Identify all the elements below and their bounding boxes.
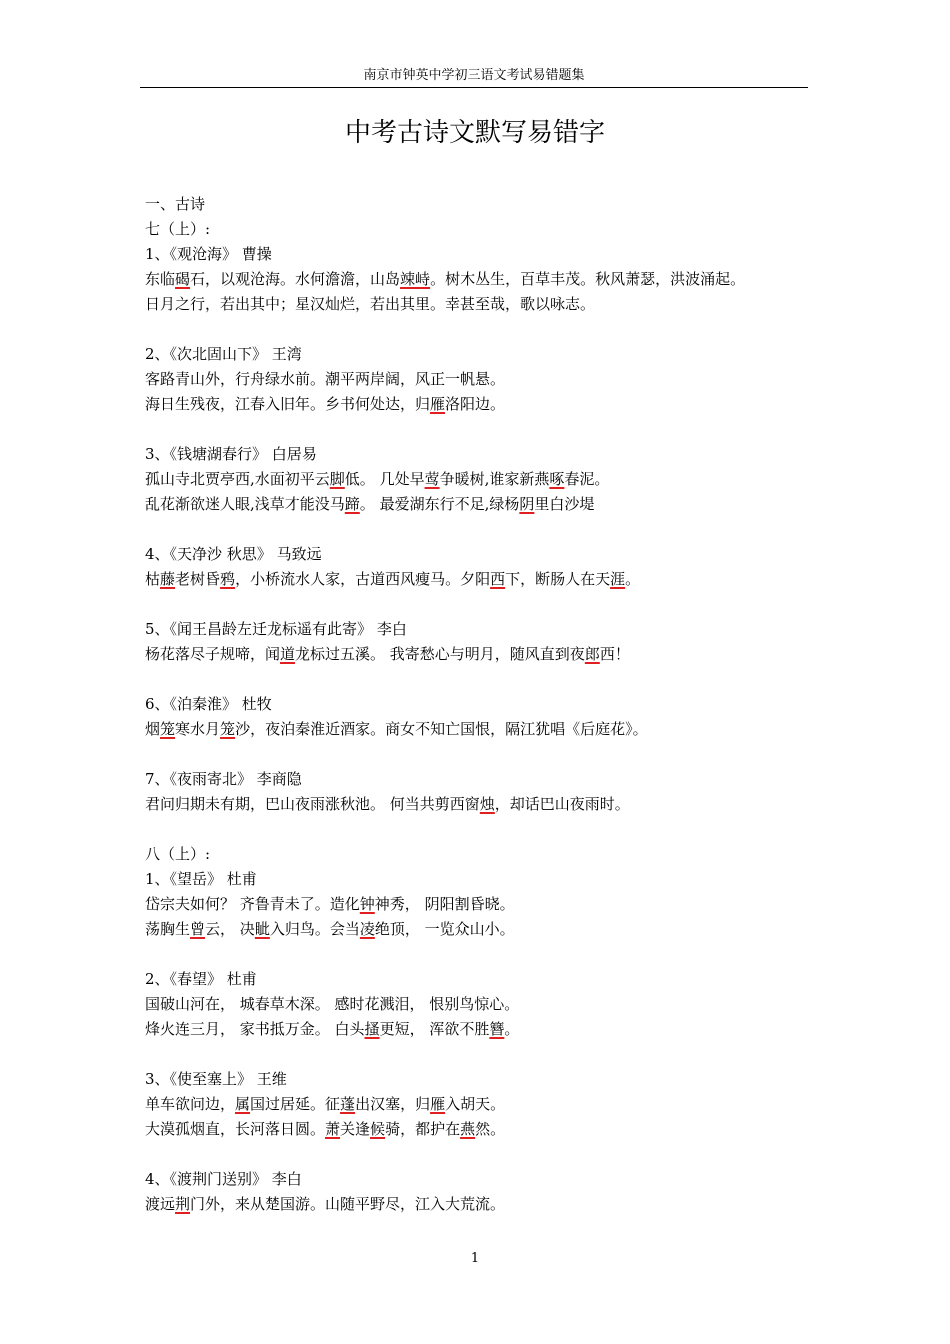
text-line (145, 342, 825, 367)
text-segment: 客路青山外，行舟绿水前。潮平两岸阔，风正一帆悬。 (145, 370, 506, 388)
error-prone-character: 燕 (460, 1120, 476, 1138)
text-segment: 七（上）: (145, 220, 211, 238)
text-segment: 大漠孤烟直，长河落日圆。 (145, 1120, 326, 1138)
text-segment: 日月之行，若出其中；星汉灿烂，若出其里。幸甚至哉，歌以咏志。 (145, 295, 596, 313)
text-line (145, 692, 825, 717)
blank-line (145, 742, 825, 767)
text-line (145, 392, 825, 417)
text-line (145, 467, 825, 492)
text-segment: 里白沙堤 (534, 495, 595, 513)
error-prone-character: 藤 (160, 570, 176, 588)
error-prone-character: 鸦 (220, 570, 236, 588)
error-prone-character: 凌 (359, 920, 375, 938)
text-segment: 寒水月 (175, 720, 221, 738)
blank-line (145, 942, 825, 967)
text-segment: 乱花渐欲迷人眼,浅草才能没马 (145, 495, 345, 513)
error-prone-character: 蓬 (340, 1095, 356, 1113)
text-segment: 更短， 浑欲不胜 (379, 1020, 490, 1038)
error-prone-character: 笼 (160, 720, 176, 738)
error-prone-character: 候 (370, 1120, 386, 1138)
text-segment: 君问归期未有期，巴山夜雨涨秋池。 何当共剪西窗 (145, 795, 480, 813)
text-segment: 6、《泊秦淮》 杜牧 (145, 695, 272, 713)
error-prone-character: 搔 (364, 1020, 380, 1038)
text-segment: 入胡天。 (445, 1095, 506, 1113)
text-line (145, 1117, 825, 1142)
text-segment: 烽火连三月， 家书抵万金。 白头 (145, 1020, 365, 1038)
text-line (145, 242, 825, 267)
text-line (145, 767, 825, 792)
text-segment: 单车欲问边， (145, 1095, 236, 1113)
text-line (145, 442, 825, 467)
text-line (145, 1017, 825, 1042)
text-line (145, 567, 825, 592)
text-segment: 云， 决 (205, 920, 255, 938)
text-segment: 。 最爱湖东行不足,绿杨 (359, 495, 520, 513)
error-prone-character: 属 (235, 1095, 251, 1113)
error-prone-character: 莺 (424, 470, 440, 488)
error-prone-character: 脚 (329, 470, 345, 488)
text-segment: 国破山河在， 城春草木深。 感时花溅泪， 恨别鸟惊心。 (145, 995, 520, 1013)
error-prone-character: 道 (280, 645, 296, 663)
text-segment: 岱宗夫如何？ 齐鲁青未了。造化 (145, 895, 360, 913)
text-segment: 神秀， 阴阳割昏晓。 (374, 895, 515, 913)
header-divider (140, 87, 808, 88)
text-segment: 然。 (475, 1120, 506, 1138)
text-segment: 4、《天净沙 秋思》 马致远 (145, 545, 322, 563)
text-segment: 东临 (145, 270, 176, 288)
text-segment: 7、《夜雨寄北》 李商隐 (145, 770, 302, 788)
text-segment: 低。 几处早 (344, 470, 425, 488)
error-prone-character: 阴 (519, 495, 535, 513)
error-prone-character: 曾 (190, 920, 206, 938)
blank-line (145, 317, 825, 342)
blank-line (145, 517, 825, 542)
text-segment: 4、《渡荆门送别》 李白 (145, 1170, 302, 1188)
text-segment: 5、《闻王昌龄左迁龙标遥有此寄》 李白 (145, 620, 407, 638)
text-line (145, 792, 825, 817)
text-line (145, 892, 825, 917)
text-segment: 关逢 (340, 1120, 371, 1138)
text-segment: 入归鸟。会当 (269, 920, 360, 938)
text-segment: 绝顶， 一览众山小。 (374, 920, 515, 938)
error-prone-character: 雁 (430, 395, 446, 413)
text-segment: 老树昏 (175, 570, 221, 588)
text-segment: 。树木丛生，百草丰茂。秋风萧瑟，洪波涌起。 (430, 270, 746, 288)
text-line (145, 717, 825, 742)
error-prone-character: 涯 (610, 570, 626, 588)
text-segment: 骑，都护在 (385, 1120, 461, 1138)
error-prone-character: 蹄 (344, 495, 360, 513)
text-segment: 渡远 (145, 1195, 176, 1213)
text-segment: 国过居延。征 (250, 1095, 341, 1113)
text-segment: 烟 (145, 720, 161, 738)
text-line (145, 642, 825, 667)
blank-line (145, 1042, 825, 1067)
error-prone-character: 碣 (175, 270, 191, 288)
text-line (145, 367, 825, 392)
text-segment: 。 (625, 570, 641, 588)
text-segment: 出汉塞，归 (355, 1095, 431, 1113)
text-segment: 海日生残夜，江春入旧年。乡书何处达，归 (145, 395, 431, 413)
text-segment: 下，断肠人在天 (505, 570, 611, 588)
text-segment: 春泥。 (564, 470, 610, 488)
error-prone-character: 笼 (220, 720, 236, 738)
text-segment: 西！ (599, 645, 630, 663)
text-line (145, 1092, 825, 1117)
text-segment: 2、《春望》 杜甫 (145, 970, 257, 988)
blank-line (145, 592, 825, 617)
text-line (145, 917, 825, 942)
text-segment: 龙标过五溪。 我寄愁心与明月，随风直到夜 (295, 645, 585, 663)
text-line (145, 292, 825, 317)
text-segment: 石，以观沧海。水何澹澹，山岛 (190, 270, 401, 288)
error-prone-character: 郎 (584, 645, 600, 663)
text-segment: 孤山寺北贾亭西,水面初平云 (145, 470, 330, 488)
blank-line (145, 817, 825, 842)
page-number: 1 (470, 1251, 480, 1266)
error-prone-character: 啄 (549, 470, 565, 488)
text-segment: 1、《望岳》 杜甫 (145, 870, 257, 888)
text-segment: 洛阳边。 (445, 395, 506, 413)
text-segment: ，小桥流水人家，古道西风瘦马。夕阳 (235, 570, 491, 588)
text-segment: 3、《使至塞上》 王维 (145, 1070, 287, 1088)
blank-line (145, 667, 825, 692)
text-line (145, 192, 825, 217)
text-segment: 1、《观沧海》 曹操 (145, 245, 272, 263)
error-prone-character: 雁 (430, 1095, 446, 1113)
text-line (145, 842, 825, 867)
text-line (145, 1067, 825, 1092)
error-prone-character: 西 (490, 570, 506, 588)
text-segment: 沙，夜泊秦淮近酒家。商女不知亡国恨，隔江犹唱《后庭花》。 (235, 720, 648, 738)
text-line (145, 492, 825, 517)
blank-line (145, 1142, 825, 1167)
error-prone-character: 荆 (175, 1195, 191, 1213)
text-line (145, 1192, 825, 1217)
page-title: 中考古诗文默写易错字 (344, 118, 605, 148)
error-prone-character: 烛 (479, 795, 495, 813)
text-line (145, 967, 825, 992)
text-line (145, 267, 825, 292)
text-segment: 一、古诗 (145, 195, 206, 213)
text-segment: 3、《钱塘湖春行》 白居易 (145, 445, 317, 463)
text-line (145, 542, 825, 567)
text-segment: ，却话巴山夜雨时。 (494, 795, 630, 813)
text-segment: 枯 (145, 570, 161, 588)
text-line (145, 992, 825, 1017)
error-prone-character: 簪 (489, 1020, 505, 1038)
blank-line (145, 417, 825, 442)
text-segment: 荡胸生 (145, 920, 191, 938)
text-segment: 八（上）: (145, 845, 211, 863)
text-segment: 。 (504, 1020, 520, 1038)
text-segment: 2、《次北固山下》 王湾 (145, 345, 302, 363)
text-segment: 争暖树,谁家新燕 (439, 470, 550, 488)
text-line (145, 1167, 825, 1192)
error-prone-character: 眦 (254, 920, 270, 938)
text-line (145, 617, 825, 642)
poem-content (145, 192, 825, 1217)
text-segment: 门外，来从楚国游。山随平野尽，江入大荒流。 (190, 1195, 506, 1213)
error-prone-character: 竦峙 (400, 270, 431, 288)
text-line (145, 217, 825, 242)
error-prone-character: 钟 (359, 895, 375, 913)
text-segment: 杨花落尽子规啼，闻 (145, 645, 281, 663)
error-prone-character: 萧 (325, 1120, 341, 1138)
page-header: 南京市钟英中学初三语文考试易错题集 (363, 68, 585, 83)
text-line (145, 867, 825, 892)
